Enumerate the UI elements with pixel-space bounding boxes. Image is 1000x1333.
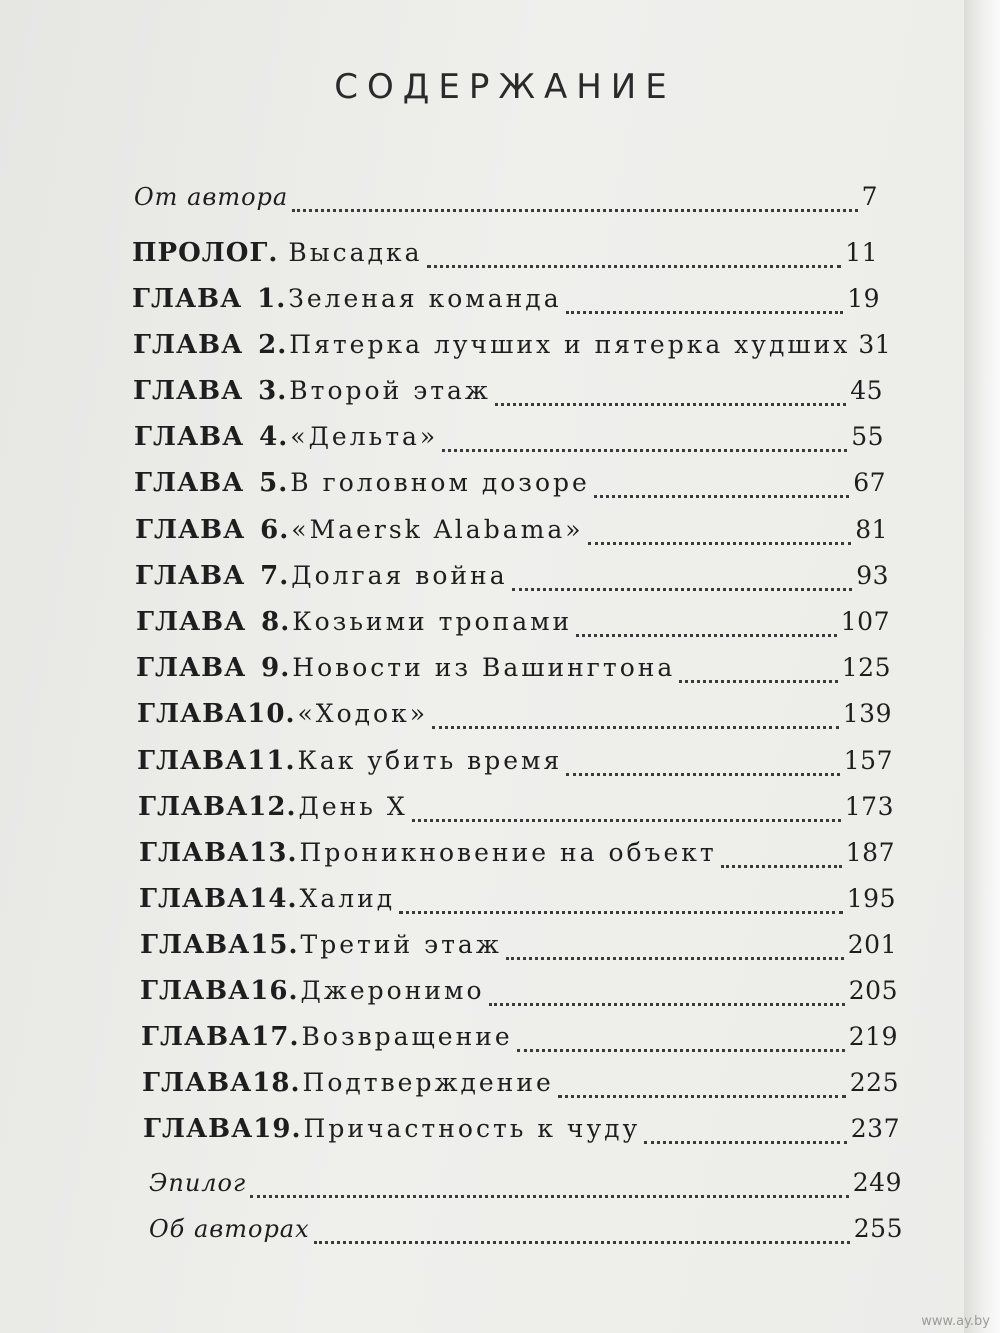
toc-page-number: 107 bbox=[840, 607, 890, 636]
dot-leader bbox=[512, 588, 853, 591]
toc-entry bbox=[140, 976, 898, 1012]
dot-leader bbox=[721, 865, 842, 868]
chapter-word: ГЛАВА bbox=[137, 746, 248, 776]
chapter-word: ГЛАВА bbox=[137, 699, 248, 729]
toc-entry bbox=[133, 376, 883, 412]
toc-entry-label bbox=[134, 468, 288, 498]
chapter-number: 7. bbox=[260, 561, 290, 591]
toc-page-number: 201 bbox=[847, 930, 897, 959]
toc-entry-title: Зеленая команда bbox=[288, 284, 562, 313]
toc-page-number: 187 bbox=[845, 838, 895, 867]
chapter-number: 15. bbox=[250, 930, 299, 960]
dot-leader bbox=[399, 911, 843, 914]
toc-entry-title: «Дельта» bbox=[290, 422, 439, 451]
toc-entry-label bbox=[136, 607, 290, 637]
chapter-word: ГЛАВА bbox=[133, 376, 244, 406]
chapter-number: 5. bbox=[259, 468, 289, 498]
toc-entry bbox=[138, 792, 894, 828]
chapter-word: ГЛАВА bbox=[138, 792, 249, 822]
toc-page-number: 31 bbox=[858, 330, 892, 359]
dot-leader bbox=[292, 209, 857, 212]
toc-entry-label bbox=[137, 746, 296, 776]
toc-entry-title: Как убить время bbox=[297, 746, 563, 775]
toc-entry bbox=[137, 699, 892, 735]
toc-entry-label bbox=[135, 561, 289, 591]
toc-entry-label bbox=[134, 422, 288, 452]
toc-entry-title: От автора bbox=[134, 183, 289, 211]
toc-entry bbox=[132, 238, 878, 274]
chapter-word: ГЛАВА bbox=[142, 1068, 253, 1098]
toc-entry-label bbox=[141, 1022, 300, 1052]
chapter-number: 18. bbox=[252, 1068, 301, 1098]
toc-page-number: 125 bbox=[841, 653, 891, 682]
chapter-number: 1. bbox=[257, 284, 287, 314]
chapter-number: 6. bbox=[260, 515, 290, 545]
toc-entry-label bbox=[133, 330, 287, 360]
chapter-word: ГЛАВА bbox=[134, 468, 245, 498]
toc-entry-title: В головном дозоре bbox=[290, 468, 590, 497]
toc-entry-title: Третий этаж bbox=[300, 930, 502, 959]
toc-page-number: 81 bbox=[855, 515, 888, 544]
toc-entry-label bbox=[139, 884, 298, 914]
toc-page-number: 19 bbox=[847, 284, 880, 313]
dot-leader bbox=[506, 957, 844, 960]
chapter-number: 17. bbox=[251, 1022, 300, 1052]
chapter-word: ГЛАВА bbox=[140, 976, 251, 1006]
toc-entry bbox=[132, 182, 878, 218]
toc-entry-title: Козьими тропами bbox=[292, 607, 573, 636]
toc-page-number: 157 bbox=[843, 746, 893, 775]
toc-entry-label bbox=[139, 838, 298, 868]
chapter-word: ГЛАВА bbox=[134, 422, 245, 452]
toc-page-number: 139 bbox=[842, 699, 892, 728]
toc-entry bbox=[133, 330, 892, 366]
toc-entry bbox=[136, 607, 890, 643]
chapter-word: ГЛАВА bbox=[139, 838, 250, 868]
dot-leader bbox=[558, 1095, 846, 1098]
chapter-number: 3. bbox=[258, 376, 288, 406]
toc-entry-title: Об авторах bbox=[149, 1215, 310, 1243]
toc-page-number: 7 bbox=[861, 182, 878, 211]
toc-entry bbox=[140, 930, 897, 966]
toc-entry-title: Проникновение на объект bbox=[299, 838, 717, 867]
chapter-number: 10. bbox=[247, 699, 296, 729]
dot-leader bbox=[427, 265, 842, 268]
dot-leader bbox=[566, 773, 840, 776]
toc-entry-title: Причастность к чуду bbox=[303, 1114, 641, 1143]
chapter-word: ГЛАВА bbox=[135, 561, 246, 591]
toc-entry-title: «Ходок» bbox=[297, 699, 429, 728]
chapter-word: ГЛАВА bbox=[143, 1114, 254, 1144]
toc-page-number: 255 bbox=[853, 1214, 903, 1243]
chapter-word: ГЛАВА bbox=[140, 930, 251, 960]
toc-page-number: 173 bbox=[844, 792, 894, 821]
chapter-word: ГЛАВА bbox=[132, 284, 243, 314]
chapter-number: 8. bbox=[261, 607, 291, 637]
dot-leader bbox=[442, 449, 847, 452]
toc-entry bbox=[141, 1022, 898, 1058]
dot-leader bbox=[432, 726, 839, 729]
toc-entry bbox=[134, 468, 886, 504]
toc-entry-label bbox=[142, 1068, 301, 1098]
toc-entry-label bbox=[140, 930, 299, 960]
dot-leader bbox=[566, 311, 844, 314]
toc-page-number: 219 bbox=[848, 1022, 898, 1051]
toc-entry-title: Возвращение bbox=[301, 1022, 513, 1051]
toc-entry bbox=[134, 422, 884, 458]
toc-entry-title: Подтверждение bbox=[302, 1068, 554, 1097]
toc-entry-title: Пятерка лучших и пятерка худших bbox=[289, 330, 851, 359]
toc-entry-title: Джеронимо bbox=[300, 976, 485, 1005]
chapter-word: ГЛАВА bbox=[141, 1022, 252, 1052]
toc-entry-label bbox=[132, 284, 286, 314]
chapter-word: ГЛАВА bbox=[136, 607, 247, 637]
toc-entry-title: Новости из Вашингтона bbox=[292, 653, 676, 682]
toc-page-number: 93 bbox=[856, 561, 889, 590]
toc-entry-label bbox=[135, 515, 289, 545]
dot-leader bbox=[517, 1049, 845, 1052]
toc-entry bbox=[137, 746, 893, 782]
dot-leader bbox=[576, 634, 837, 637]
dot-leader bbox=[588, 542, 852, 545]
toc-entry-label bbox=[140, 976, 299, 1006]
chapter-number: 16. bbox=[250, 976, 299, 1006]
chapter-word: ГЛАВА bbox=[136, 653, 247, 683]
toc-entry bbox=[147, 1168, 902, 1204]
dot-leader bbox=[314, 1241, 850, 1244]
toc-entry bbox=[136, 653, 891, 689]
toc-heading: СОДЕРЖАНИЕ bbox=[334, 66, 676, 107]
chapter-word: ГЛАВА bbox=[133, 330, 244, 360]
toc-entry bbox=[142, 1068, 899, 1104]
chapter-word: ПРОЛОГ. bbox=[132, 238, 279, 268]
toc-page-number: 67 bbox=[853, 468, 886, 497]
toc-entry bbox=[135, 515, 888, 551]
dot-leader bbox=[250, 1195, 849, 1198]
toc-page-number: 11 bbox=[845, 238, 878, 267]
chapter-number: 11. bbox=[247, 746, 296, 776]
toc-entry-label bbox=[136, 653, 290, 683]
toc-entry-title: Эпилог bbox=[149, 1169, 247, 1197]
toc-entry-title: Второй этаж bbox=[289, 376, 491, 405]
toc-page-number: 45 bbox=[850, 376, 883, 405]
toc-page-number: 55 bbox=[851, 422, 884, 451]
chapter-number: 9. bbox=[261, 653, 291, 683]
chapter-number: 13. bbox=[249, 838, 298, 868]
dot-leader bbox=[644, 1141, 847, 1144]
dot-leader bbox=[495, 403, 846, 406]
chapter-word: ГЛАВА bbox=[135, 515, 246, 545]
toc-page-number: 237 bbox=[850, 1114, 900, 1143]
toc-entry-label bbox=[138, 792, 297, 822]
toc-page-number: 225 bbox=[849, 1068, 899, 1097]
toc-entry bbox=[139, 838, 895, 874]
toc-entry-title: Высадка bbox=[288, 238, 423, 267]
dot-leader bbox=[594, 495, 849, 498]
toc-page-number: 205 bbox=[848, 976, 898, 1005]
toc-page-number: 249 bbox=[852, 1168, 902, 1197]
chapter-number: 19. bbox=[253, 1114, 302, 1144]
chapter-number: 2. bbox=[258, 330, 288, 360]
toc-entry-label bbox=[133, 376, 287, 406]
toc-entry-label bbox=[137, 699, 296, 729]
dot-leader bbox=[489, 1003, 845, 1006]
watermark: www.ay.by bbox=[921, 1314, 990, 1329]
toc-entry bbox=[139, 884, 896, 920]
toc-entry-label bbox=[143, 1114, 302, 1144]
toc-entry bbox=[143, 1114, 900, 1150]
chapter-number: 4. bbox=[259, 422, 289, 452]
chapter-number: 12. bbox=[248, 792, 297, 822]
toc-page-number: 195 bbox=[846, 884, 896, 913]
toc-entry bbox=[135, 561, 889, 597]
dot-leader bbox=[412, 819, 841, 822]
toc-entry-label bbox=[132, 238, 278, 268]
toc-entry-title: Халид bbox=[299, 884, 396, 913]
toc-entry-title: День X bbox=[298, 792, 408, 821]
chapter-number: 14. bbox=[249, 884, 298, 914]
toc-entry bbox=[147, 1214, 903, 1250]
dot-leader bbox=[679, 680, 837, 683]
toc-entry-title: Долгая война bbox=[291, 561, 508, 590]
toc-entry bbox=[132, 284, 880, 320]
toc-entry-title: «Maersk Alabama» bbox=[291, 515, 584, 544]
chapter-word: ГЛАВА bbox=[139, 884, 250, 914]
